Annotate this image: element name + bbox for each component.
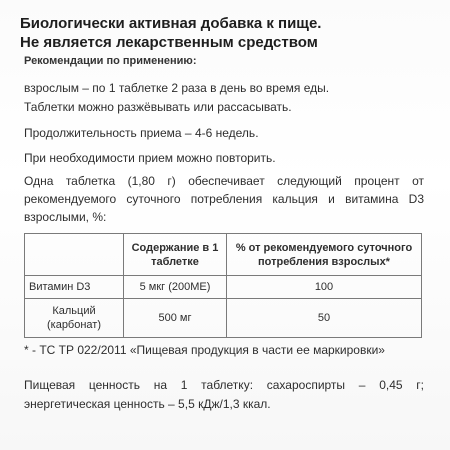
- nutrient-table: [24, 233, 422, 338]
- usage-dose: взрослым – по 1 таблетке 2 раза в день во время еды.: [24, 81, 330, 95]
- table-row: [25, 299, 422, 338]
- recommendations-title: Рекомендации по применению:: [24, 55, 197, 67]
- table-header-cell: Содержание в 1 таблетке: [124, 234, 227, 276]
- table-cell-content: 500 мг: [124, 299, 227, 338]
- usage-repeat: При необходимости прием можно повторить.: [24, 151, 276, 165]
- table-cell-percent: 50: [227, 299, 422, 338]
- table-header-cell: [25, 234, 124, 276]
- supplement-heading: [20, 14, 440, 52]
- regulation-footnote: * - ТС ТР 022/2011 «Пищевая продукция в части ее маркировки»: [24, 343, 385, 357]
- table-header-cell: % от рекомендуемого суточного потребления взрослых*: [227, 234, 422, 276]
- table-cell-nutrient: Витамин D3: [25, 276, 124, 299]
- usage-provides: Одна таблетка (1,80 г) обеспечивает следующий процент от рекомендуемого суточного потребления кальция и витамина D3 взрослыми, %:: [24, 174, 424, 224]
- table-cell-content: 5 мкг (200МЕ): [124, 276, 227, 299]
- table-cell-percent: 100: [227, 276, 422, 299]
- table-row: [25, 276, 422, 299]
- usage-duration: Продолжительность приема – 4-6 недель.: [24, 126, 259, 140]
- heading-line-1: Биологически активная добавка к пище.: [20, 15, 322, 32]
- nutrition-value: Пищевая ценность на 1 таблетку: сахароспирты – 0,45 г; энергетическая ценность – 5,5 кДж/1,3 ккал.: [24, 378, 424, 411]
- table-cell-nutrient: Кальций (карбонат): [25, 299, 124, 338]
- heading-line-2: Не является лекарственным средством: [20, 34, 318, 51]
- table-header-row: [25, 234, 422, 276]
- usage-chew: Таблетки можно разжёвывать или рассасывать.: [24, 100, 292, 114]
